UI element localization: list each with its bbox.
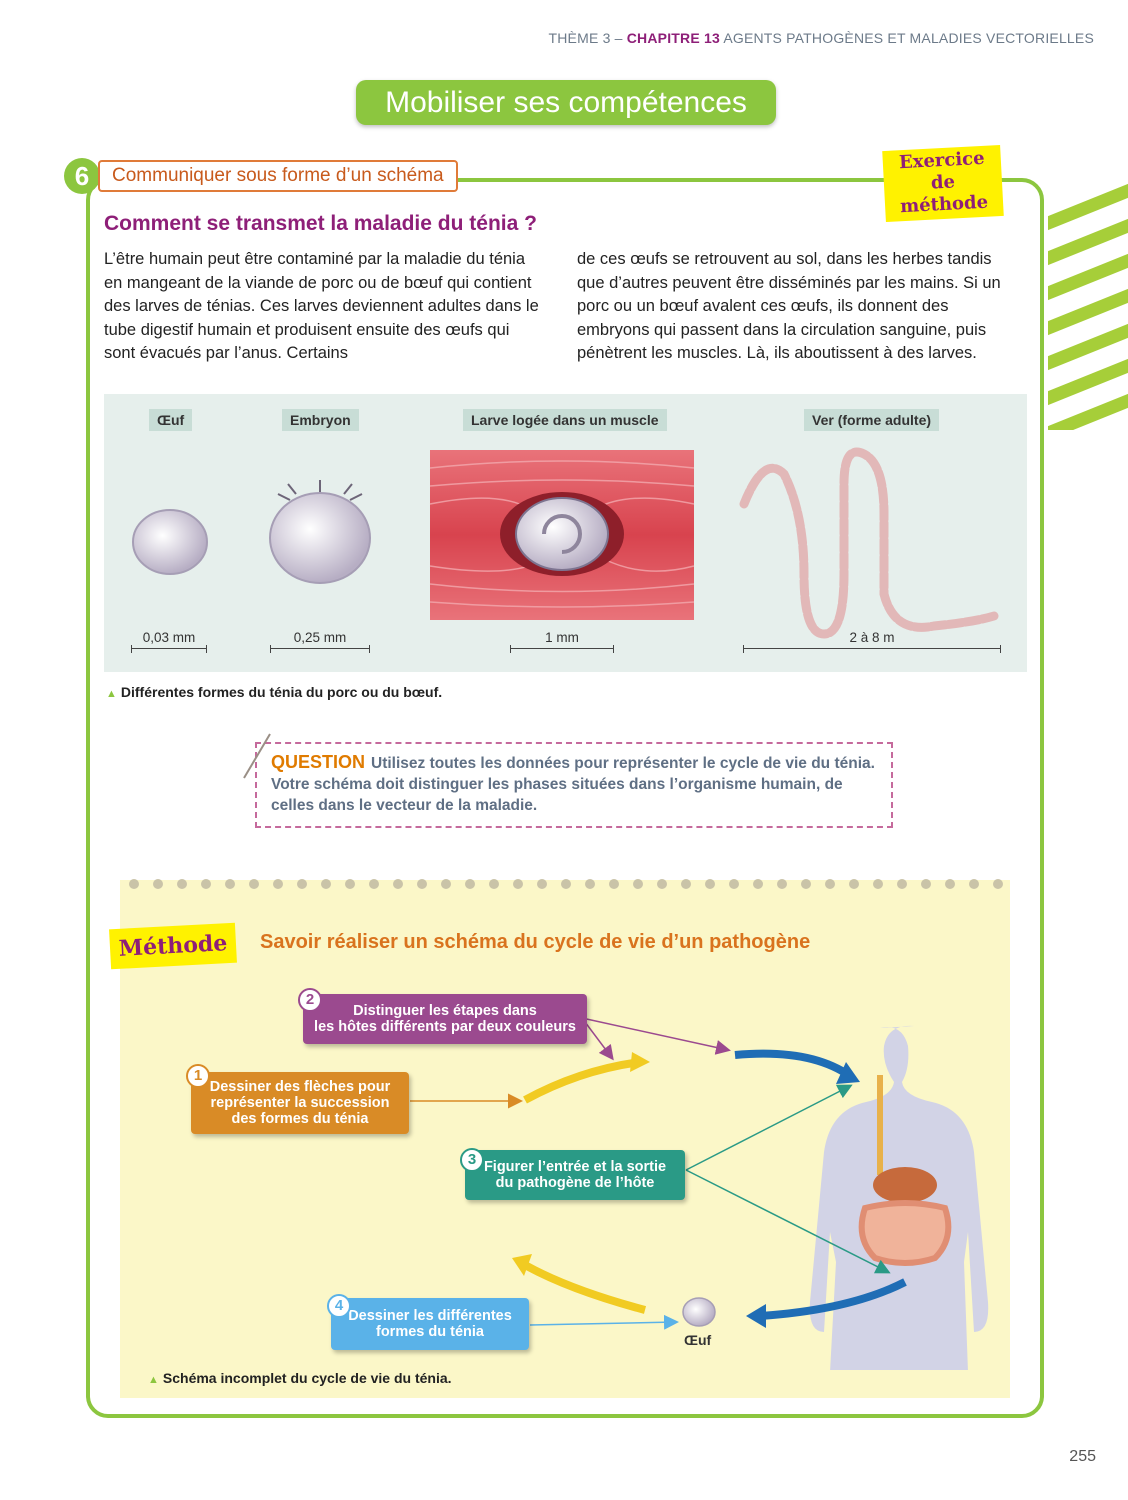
- decorative-stripes: [1048, 180, 1128, 430]
- scale-embryo: [270, 630, 370, 645]
- question-line3: celles dans le vecteur de la maladie.: [271, 797, 538, 814]
- scale-embryo-text: 0,25 mm: [293, 630, 347, 645]
- header-theme: THÈME 3 –: [548, 30, 623, 46]
- question-box: [255, 742, 893, 828]
- larva-in-muscle-image: [430, 450, 694, 620]
- step-1-line1: Dessiner des flèches pour: [209, 1079, 391, 1095]
- exercise-title: Comment se transmet la maladie du ténia ?: [104, 212, 537, 235]
- step-3-line2: du pathogène de l’hôte: [495, 1175, 655, 1191]
- exercise-number: 6: [64, 158, 100, 194]
- step-1-line2: représenter la succession: [210, 1095, 390, 1111]
- step-1-box: [191, 1072, 409, 1134]
- step-4-line1: Dessiner les différentes: [348, 1308, 512, 1324]
- exercise-type-tag: [882, 145, 1004, 222]
- step-3-box: [465, 1150, 685, 1200]
- step-2-line2: les hôtes différents par deux couleurs: [314, 1019, 576, 1035]
- question-keyword: QUESTION: [271, 752, 366, 772]
- cycle-egg-image: [683, 1298, 715, 1326]
- label-embryo: Embryon: [282, 409, 359, 431]
- method-caption-text: Schéma incomplet du cycle de vie du ténia.: [162, 1370, 452, 1386]
- question-line2: Votre schéma doit distinguer les phases situées dans l’organisme humain, de: [271, 776, 843, 793]
- step-3-badge: 3: [460, 1148, 484, 1172]
- question-line1: Utilisez toutes les données pour représenter le cycle de vie du ténia.: [371, 755, 875, 772]
- figure-caption-text: Différentes formes du ténia du porc ou du bœuf.: [120, 684, 443, 700]
- figure-caption: ▲ Différentes formes du ténia du porc ou du bœuf.: [106, 684, 443, 700]
- text-column-1: L’être humain peut être contaminé par la maladie du ténia en mangeant de la viande de porc ou de bœuf qui contient des larves de ténias. Ces larves deviennent adultes dans le tube digestif humain et produisent ensuite des œufs qui sont évacués par l’anus. Certains: [104, 250, 539, 362]
- section-banner: Mobiliser ses compétences: [356, 80, 776, 125]
- scale-larva-text: 1 mm: [545, 630, 579, 645]
- cycle-egg-label: Œuf: [684, 1332, 712, 1348]
- step-1-badge: 1: [186, 1064, 210, 1088]
- exercise-skill: Communiquer sous forme d’un schéma: [98, 160, 458, 192]
- method-tag: Méthode: [109, 923, 237, 970]
- header-chapter: CHAPITRE 13: [626, 30, 720, 46]
- step-2-badge: 2: [298, 988, 322, 1012]
- step-2-box: [303, 994, 587, 1044]
- yellow-arrow-2: [525, 1265, 645, 1310]
- exercise-type-line1: Exercice: [898, 147, 986, 174]
- label-larva: Larve logée dans un muscle: [463, 409, 667, 431]
- step-2-line1: Distinguer les étapes dans: [353, 1003, 537, 1019]
- text-column-2: de ces œufs se retrouvent au sol, dans les herbes tandis que d’autres peuvent être disséminés par les mains. Si un porc ou un bœuf avalent ces œufs, ils donnent des embryons qui passent dans la circulation sanguine, puis pénètrent les muscles. Là, ils aboutissent à des larves.: [577, 250, 1001, 362]
- label-egg: Œuf: [149, 409, 192, 431]
- scale-egg: [131, 630, 207, 645]
- header-chapter-title: AGENTS PATHOGÈNES ET MALADIES VECTORIELLES: [723, 30, 1094, 46]
- embryo-image: [270, 480, 370, 583]
- running-header: [549, 30, 1095, 46]
- scale-worm: [743, 630, 1001, 645]
- step-4-badge: 4: [327, 1294, 351, 1318]
- page-number: 255: [1069, 1448, 1096, 1465]
- exercise-type-line2: de méthode: [899, 171, 989, 218]
- label-worm: Ver (forme adulte): [804, 409, 939, 431]
- scale-egg-text: 0,03 mm: [142, 630, 196, 645]
- yellow-arrow-1: [525, 1062, 640, 1100]
- egg-image: [133, 510, 207, 574]
- human-body-image: [810, 1026, 988, 1370]
- notebook-spiral-holes: [114, 872, 1014, 896]
- step-1-line3: des formes du ténia: [231, 1111, 369, 1127]
- step-3-line1: Figurer l’entrée et la sortie: [483, 1159, 667, 1175]
- adult-worm-image: [744, 452, 994, 634]
- step-4-box: [331, 1298, 529, 1350]
- blue-arrow-1: [735, 1054, 850, 1076]
- method-caption: ▲ Schéma incomplet du cycle de vie du ténia.: [148, 1370, 452, 1386]
- scale-larva: [510, 630, 614, 645]
- step-4-line2: formes du ténia: [376, 1324, 484, 1340]
- method-title: Savoir réaliser un schéma du cycle de vie d’un pathogène: [260, 931, 811, 953]
- pencil-icon: [238, 728, 278, 788]
- scale-worm-text: 2 à 8 m: [849, 630, 895, 645]
